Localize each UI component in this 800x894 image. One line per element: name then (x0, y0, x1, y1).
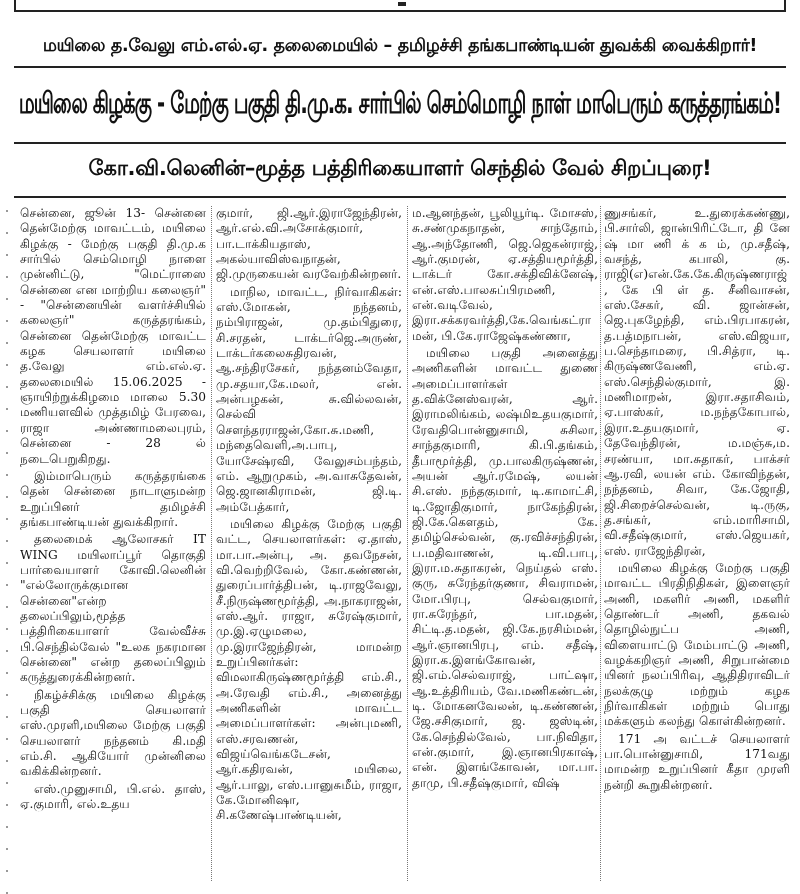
column-separator (211, 206, 212, 881)
headline-top: மயிலை த.வேலு எம்.எல்.ஏ. தலைமையில் – தமிழச்சி தங்கபாண்டியன் துவக்கி வைக்கிறார்! (42, 36, 758, 56)
article-paragraph: 171 அ வட்டச் செயலாளர் பா.பொன்னுசாமி, 171வது மாமன்ற உறுப்பினர் கீதா முரளி நன்றி கூறுகின்றனர். (604, 731, 790, 792)
article-column-3 (412, 206, 598, 881)
article-paragraph: மாநில, மாவட்ட, நிர்வாகிகள்: எஸ்.மோகன், நந்தனம், நம்பிராஜன், மு.தம்பிதுரை, சி.சரதன், டாக்டர்ஜெ.அருண், டாக்டர்கலைசுதிரவன், ஆ.சந்திரசேகர், நந்தனம்வேதா, மு.சதயா,கே.மலர், என். அன்பழகன், சு.வில்லவன், செல்வி செளந்தரராஜன்,கோ.சு.மணி, மந்தைவெளி,அ.பாபு, யோசேஷ்ரவி, வேலுசம்பந்தம், எம். ஆறுமுகம், அ.வாசுதேவன், ஜெ.ஜானகிராமன், ஜி.டி. அம்பேத்கார், (216, 284, 402, 514)
page-edge-dots (4, 210, 10, 880)
article-paragraph: மயிலை பகுதி அனைத்து அணிகளின் மாவட்ட துணை அமைப்பாளர்கள் த.விக்னேஸ்வரன், ஆர். இராமலிங்கம், லஷ்மிஉதயகுமார், ரேவதிபொன்னுசாமி, சுசிலா, சாந்தகுமாரி, கி.பி.தங்கம், தீபாமூர்த்தி, மு.பாலகிருஷ்ணன், அயன் ஆர்.ரமேஷ், லயன் சி.எஸ். நந்தகுமார், டி.காமாட்சி, டி.ஜோதிகுமார், நாகேந்திரன், ஜி.கே.கெளதம், கே. தமிழ்செல்வன், கு.ரவிச்சந்திரன், ப.மதிவாணன், டி.வி.பாபு, இரா.ம.சுதாகரன், நெய்தல் எஸ். குரு, சுரேந்தர்குணா, சிவராமன், மோ.பிரபு, செல்வகுமார், ரா.சுரேந்தர், பா.மதன், சிட்டி.த.மதன், ஜி.கே.நரசிம்மன், ஆர்.ஞானபிரபு, எம். சதீஷ், இரா.க.இளங்கோவன், ஜி.எம்.செல்வராஜ், பாட்ஷா, ஆ.உத்திரியம், வே.மணிகண்டன், டி. மோகனவேலன், டி.கண்ணன், ஜே.சசிகுமார், ஜ. ஜஸ்டின், கே.செந்தில்வேல், பா.நிவிதா, என்.குமார், இ.ஞானபிரகாஷ், என். இளங்கோவன், மா.பா. தாமு, பி.சதீஷ்குமார், விஷ் (412, 346, 598, 790)
headline-main: மயிலை கிழக்கு - மேற்கு பகுதி தி.மு.க. சார்பில் செம்மொழி நாள் மாபெரும் கருத்தரங்கம்! (18, 86, 782, 121)
article-paragraph: ம.ஆனந்தன், பூலியூர்டி. மோசஸ், சு.சண்முகநாதன், சாந்தோம், ஆ.அந்தோணி, ஜெ.ஜெகன்ராஜ், ஆர்.குமரன், ஏ.சத்தியமூர்த்தி, டாக்டர் கோ.சக்திவிக்னேஷ், என்.எஸ்.பாலசுப்பிரமணி, என்.வடிவேல், இரா.சக்கரவர்த்தி,கே.வெங்கட்ராமன், பி.கே.ராஜேஷ்கண்ணா, (412, 206, 598, 343)
article-paragraph: தலைமைக் ஆலோசகர் IT WING மயிலாப்பூர் தொகுதி பார்வையாளர் கோவி.லெனின் "எல்லோருக்குமான சென்னை"என்ற தலைப்பிலும்,மூத்த பத்திரிகையாளர் வேல்வீச்சு பி.செந்தில்வேல் "உலக நகரமான சென்னை" என்ற தலைப்பிலும் கருத்துரைக்கின்றனர். (20, 532, 206, 685)
article-column-4 (604, 206, 790, 881)
article-paragraph: சென்னை, ஜூன் 13- சென்னை தென்மேற்கு மாவட்டம், மயிலை கிழக்கு - மேற்கு பகுதி தி.மு.க சார்பில் செம்மொழி நாளை முன்னிட்டு, "மெட்ராஸை சென்னை என மாற்றிய கலைஞர்" - "சென்னையின் வளர்ச்சியில் கலைஞர்" கருத்தரங்கம், சென்னை தென்மேற்கு மாவட்ட கழக செயலாளர் மயிலை த.வேலு எம்.எல்.ஏ. தலைமையில் 15.06.2025 - ஞாயிற்றுக்கிழமை மாலை 5.30 மணியளவில் முத்தமிழ் பேரவை, ராஜா அண்ணாமலைபுரம், சென்னை - 28 ல் நடைபெறுகிறது. (20, 206, 206, 466)
article-column-2 (216, 206, 402, 881)
article-paragraph: மயிலை கிழக்கு மேற்கு பகுதி மாவட்ட பிரதிநிதிகள், இளைஞர் அணி, மகளிர் அணி, மகளிர் தொண்டர் அணி, தகவல் தொழில்நுட்ப அணி, விளையாட்டு மேம்பாட்டு அணி, வழக்கறிஞர் அணி, சிறுபான்மை யினர் நலப்பிரிவு, ஆதிதிராவிடர் நலக்குழு மற்றும் கழக நிர்வாகிகள் மற்றும் பொது மக்களும் கலந்து கொள்கின்றனர். (604, 560, 790, 729)
article-column-1 (20, 206, 206, 881)
divider-rule (14, 142, 786, 144)
column-separator (600, 206, 601, 881)
column-separator (407, 206, 408, 881)
article-paragraph: இம்மாபெரும் கருத்தரங்கை தென் சென்னை நாடாளுமன்ற உறுப்பினர் தமிழச்சி தங்கபாண்டியன் துவக்கிறார். (20, 468, 206, 529)
divider-rule (14, 196, 786, 198)
article-paragraph: மயிலை கிழக்கு மேற்கு பகுதி வட்ட, செயலாளர்கள்: ஏ.தாஸ், மா.பா.அன்பு, அ. தவநேசன், வி.வெற்றிவேல், கோ.கண்ணன், துரைப்பார்த்திபன், டி.ராஜவேலு, சீ.நிருஷ்ணமூர்த்தி, அ.நாகராஜன், எஸ்.ஆர். ராஜா, சுரேஷ்குமார், மு.இ.ஏழுமலை, மு.இராஜேந்திரன், மாமன்ற உறுப்பினர்கள்: விமலாகிருஷ்ணமூர்த்தி எம்.சி., அ.ரேவதி எம்.சி., அனைத்து அணிகளின் மாவட்ட அமைப்பாளர்கள்: அன்புமணி, எஸ்.சரவணன், விஜய்வெங்கடேசன், ஆர்.கதிரவன், மயிலை, ஆர்.பாலு, எஸ்.பானுசுமீம், ராஜா, கே.மோனிஷா, சி.கணேஷ்பாண்டியன், (216, 516, 402, 823)
article-paragraph: குமார், ஜி.ஆர்.இராஜேந்திரன், ஆர்.எல்.வி.அசோக்குமார், பா.டாக்கியதாஸ், அகல்யாவிஸ்வநாதன், ஜி.முருகையன் வரவேற்கின்றனர். (216, 206, 402, 282)
article-paragraph: ணுசங்கர், உ.துரைக்கண்ணு, பி.சார்லி, ஜான்பிரிட்டோ, தி னே ஷ் மா ணி க் க ம், மு.சதீஷ், வசந்த், கபாலி, கு. ராஜி(எ)என்.கே.கே.கிருஷ்ணராஜ், கே பி ள் த. சீனிவாசன், எஸ்.சேகர், வி. ஜான்சன், ஜெ.புகழேந்தி, எம்.பிரபாகரன், த.பத்மநாபன், எஸ்.விஜயா, ப.செந்தாமரை, பி.சித்ரா, டி. கிருஷ்ணவேணி, எம்.ஏ. எஸ்.செந்தில்குமார், இ. மணிமாறன், இரா.சதாசிவம், ஏ.பாஸ்கர், ம.நந்தகோபால், இரா.உதயகுமார், ஏ. தேவேந்திரன், ம.மஞ்சு,ம. சரண்யா, மா.சுதாகர், பாக்சர் ஆ.ரவி, லயன் எம். கோவிந்தன், நந்தனம், சிவா, கே.ஜோதி, ஜி.சிறைச்செல்வன், டி.ருகு, த.சங்கர், எம்.மாரிசாமி, வி.சதீஷ்குமார், எஸ்.ஜெயகர், எஸ். ராஜேந்திரன், (604, 206, 790, 558)
article-paragraph: நிகழ்ச்சிக்கு மயிலை கிழக்கு பகுதி செயலாளர் எஸ்.முரளி,மயிலை மேற்கு பகுதி செயலாளர் நந்தனம் கி.மதி எம்.சி. ஆகியோர் முன்னிலை வகிக்கின்றனர். (20, 687, 206, 779)
frame-mark (398, 2, 406, 6)
article-body (20, 206, 790, 881)
top-border (0, 0, 800, 18)
article-paragraph: எஸ்.முனுசாமி, பி.எல். தாஸ், ஏ.குமாரி, எல்.உதய (20, 781, 206, 812)
headline-sub: கோ.வி.லெனின்–மூத்த பத்திரிகையாளர் செந்தில் வேல் சிறப்புரை! (88, 156, 712, 180)
